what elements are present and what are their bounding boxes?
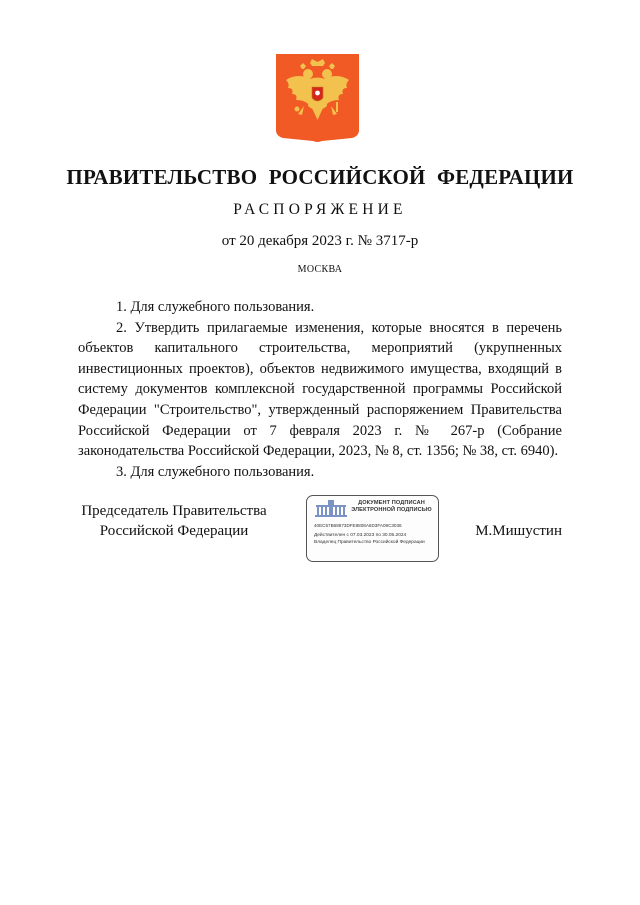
- signatory-name: М.Мишустин: [475, 523, 562, 539]
- stamp-owner: Владелец Правительство Российской Федерации: [314, 540, 425, 545]
- document-date: от 20 декабря 2023 г. № 3717-р: [221, 233, 419, 249]
- document-body: [78, 297, 562, 482]
- paragraph-1: 1. Для служебного пользования.: [116, 299, 315, 315]
- government-title: ПРАВИТЕЛЬСТВО РОССИЙСКОЙ ФЕДЕРАЦИИ: [66, 165, 574, 189]
- stamp-header: [345, 500, 438, 514]
- stamp-serial: 40EC57B68873DFE8808A6D3FA09C3036: [314, 523, 402, 528]
- stamp-header-line2: ЭЛЕКТРОННОЙ ПОДПИСЬЮ: [351, 507, 432, 513]
- electronic-signature-stamp: [306, 495, 439, 562]
- signatory-position: [74, 501, 274, 541]
- stamp-header-line1: ДОКУМЕНТ ПОДПИСАН: [358, 500, 425, 506]
- government-building-icon: [314, 500, 348, 517]
- russian-coat-of-arms-icon: [276, 54, 359, 143]
- stamp-validity: Действителен с 07.03.2023 по 30.05.2024: [314, 533, 407, 538]
- document-type: РАСПОРЯЖЕНИЕ: [233, 201, 407, 218]
- signatory-position-line1: Председатель Правительства: [81, 503, 267, 519]
- state-emblem: [276, 54, 359, 143]
- document-city: МОСКВА: [297, 264, 343, 275]
- paragraph-3: 3. Для служебного пользования.: [116, 463, 315, 480]
- paragraph-2: 2. Утвердить прилагаемые изменения, которые вносятся в перечень объектов капитального строительства, мероприятий (укрупненных инвестиционных проектов), объектов недвижимого имущества, входящий в систему документов комплексной государственной программы Российской Федерации "Строительство", утвержденный распоряжением Правительства Российской Федерации от 7 февраля 2023 г. № 267-р (Собрание законодательства Российской Федерации, 2023, № 8, ст. 1356; № 38, ст. 6940).: [78, 319, 562, 460]
- signatory-position-line2: Российской Федерации: [99, 523, 249, 539]
